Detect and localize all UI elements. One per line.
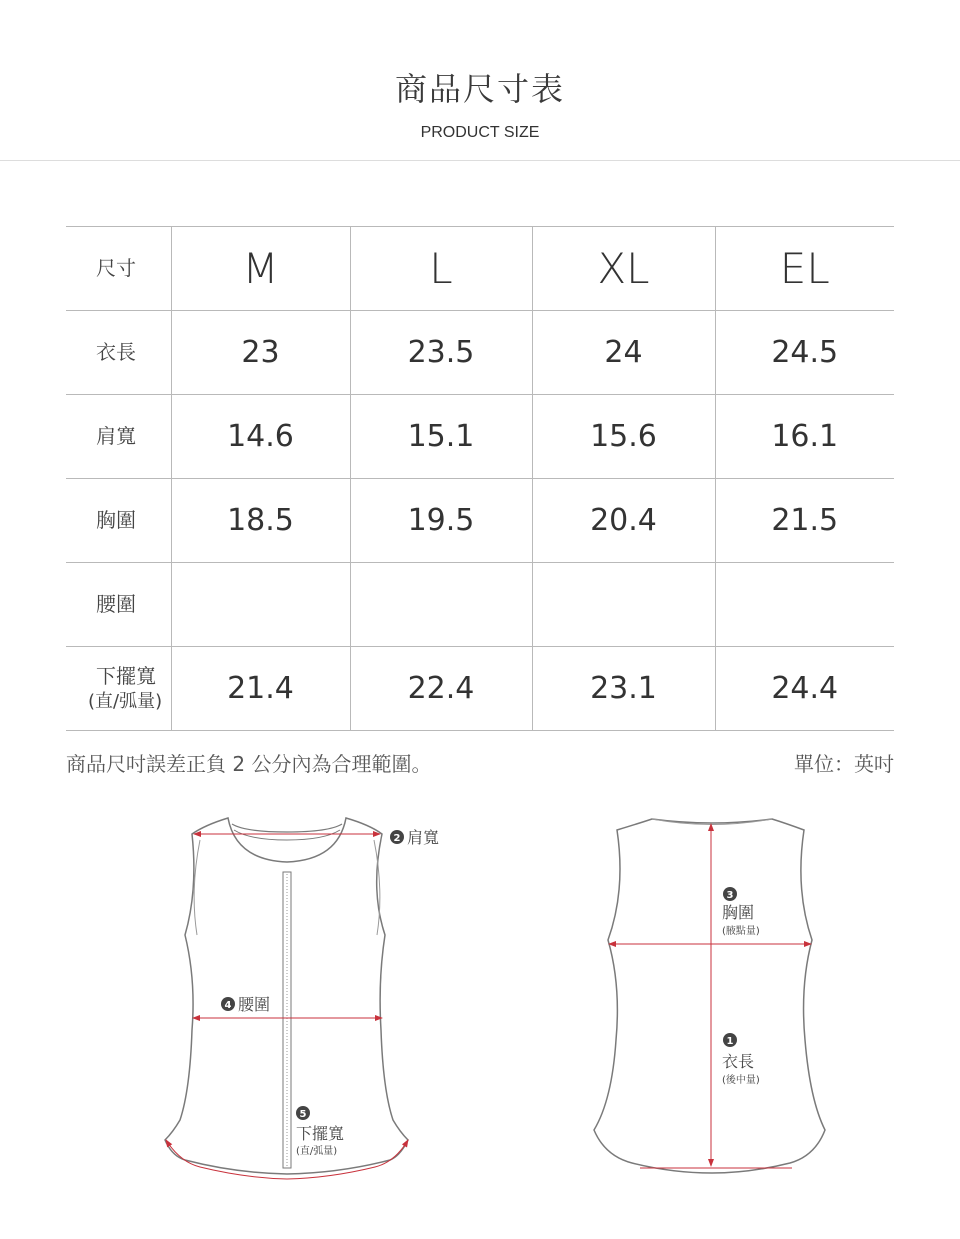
size-header: L <box>350 227 532 311</box>
table-cell: 23.1 <box>532 647 715 731</box>
table-cell: 23 <box>171 311 350 395</box>
table-row <box>66 395 894 479</box>
shoulder-label: 肩寬 <box>407 828 440 847</box>
table-cell: 24.4 <box>715 647 894 731</box>
table-cell <box>350 563 532 647</box>
table-cell: 23.5 <box>350 311 532 395</box>
row-label: 肩寬 <box>66 395 171 479</box>
shoulder-badge <box>390 830 404 844</box>
table-row <box>66 647 894 731</box>
shoulder-number: 2 <box>393 833 401 844</box>
row-label: 胸圍 <box>66 479 171 563</box>
back-outline <box>594 819 825 1173</box>
front-neckline-inner <box>232 824 342 832</box>
front-garment <box>165 818 439 1179</box>
size-header: EL <box>715 227 894 311</box>
table-cell: 18.5 <box>171 479 350 563</box>
corner-label: 尺寸 <box>66 227 171 311</box>
page-header <box>0 0 960 161</box>
tolerance-note: 商品尺吋誤差正負 2 公分內為合理範圍。 <box>66 752 432 776</box>
size-header: M <box>171 227 350 311</box>
table-row <box>66 479 894 563</box>
table-cell: 16.1 <box>715 395 894 479</box>
hem-badge <box>296 1106 310 1120</box>
back-garment <box>594 819 825 1173</box>
table-cell: 24.5 <box>715 311 894 395</box>
waist-badge <box>221 997 235 1011</box>
row-label: 腰圍 <box>66 563 171 647</box>
length-label: 衣長 <box>722 1052 755 1071</box>
table-cell: 19.5 <box>350 479 532 563</box>
chest-number: 3 <box>726 890 734 901</box>
page-title: 商品尺寸表 <box>394 70 565 108</box>
chest-badge <box>723 887 737 901</box>
table-cell: 15.1 <box>350 395 532 479</box>
hem-label: 下擺寬 <box>296 1124 345 1143</box>
page-subtitle: PRODUCT SIZE <box>420 124 540 141</box>
table-cell: 14.6 <box>171 395 350 479</box>
table-cell: 21.5 <box>715 479 894 563</box>
row-label <box>66 647 171 731</box>
table-cell: 20.4 <box>532 479 715 563</box>
table-cell <box>532 563 715 647</box>
chest-label: 胸圍 <box>722 903 755 922</box>
measurement-diagram <box>0 790 960 1230</box>
size-table <box>66 226 894 731</box>
table-row <box>66 311 894 395</box>
length-badge <box>723 1033 737 1047</box>
table-cell: 22.4 <box>350 647 532 731</box>
table-cell <box>715 563 894 647</box>
table-row <box>66 563 894 647</box>
hem-number: 5 <box>299 1109 307 1120</box>
length-number: 1 <box>726 1036 734 1047</box>
unit-note: 單位：英吋 <box>794 752 894 776</box>
length-sub-label: (後中量) <box>722 1075 760 1086</box>
chest-sub-label: (腋點量) <box>722 926 760 937</box>
table-cell <box>171 563 350 647</box>
row-label: 衣長 <box>66 311 171 395</box>
waist-number: 4 <box>224 1000 232 1011</box>
table-cell: 24 <box>532 311 715 395</box>
size-header: XL <box>532 227 715 311</box>
table-cell: 15.6 <box>532 395 715 479</box>
table-header-row <box>66 227 894 311</box>
hem-sub-label: (直/弧量) <box>296 1146 338 1157</box>
row-label-main: 下擺寬 <box>96 663 156 688</box>
waist-label: 腰圍 <box>238 995 271 1014</box>
row-label-sub: (直/弧量) <box>88 690 163 712</box>
table-cell: 21.4 <box>171 647 350 731</box>
